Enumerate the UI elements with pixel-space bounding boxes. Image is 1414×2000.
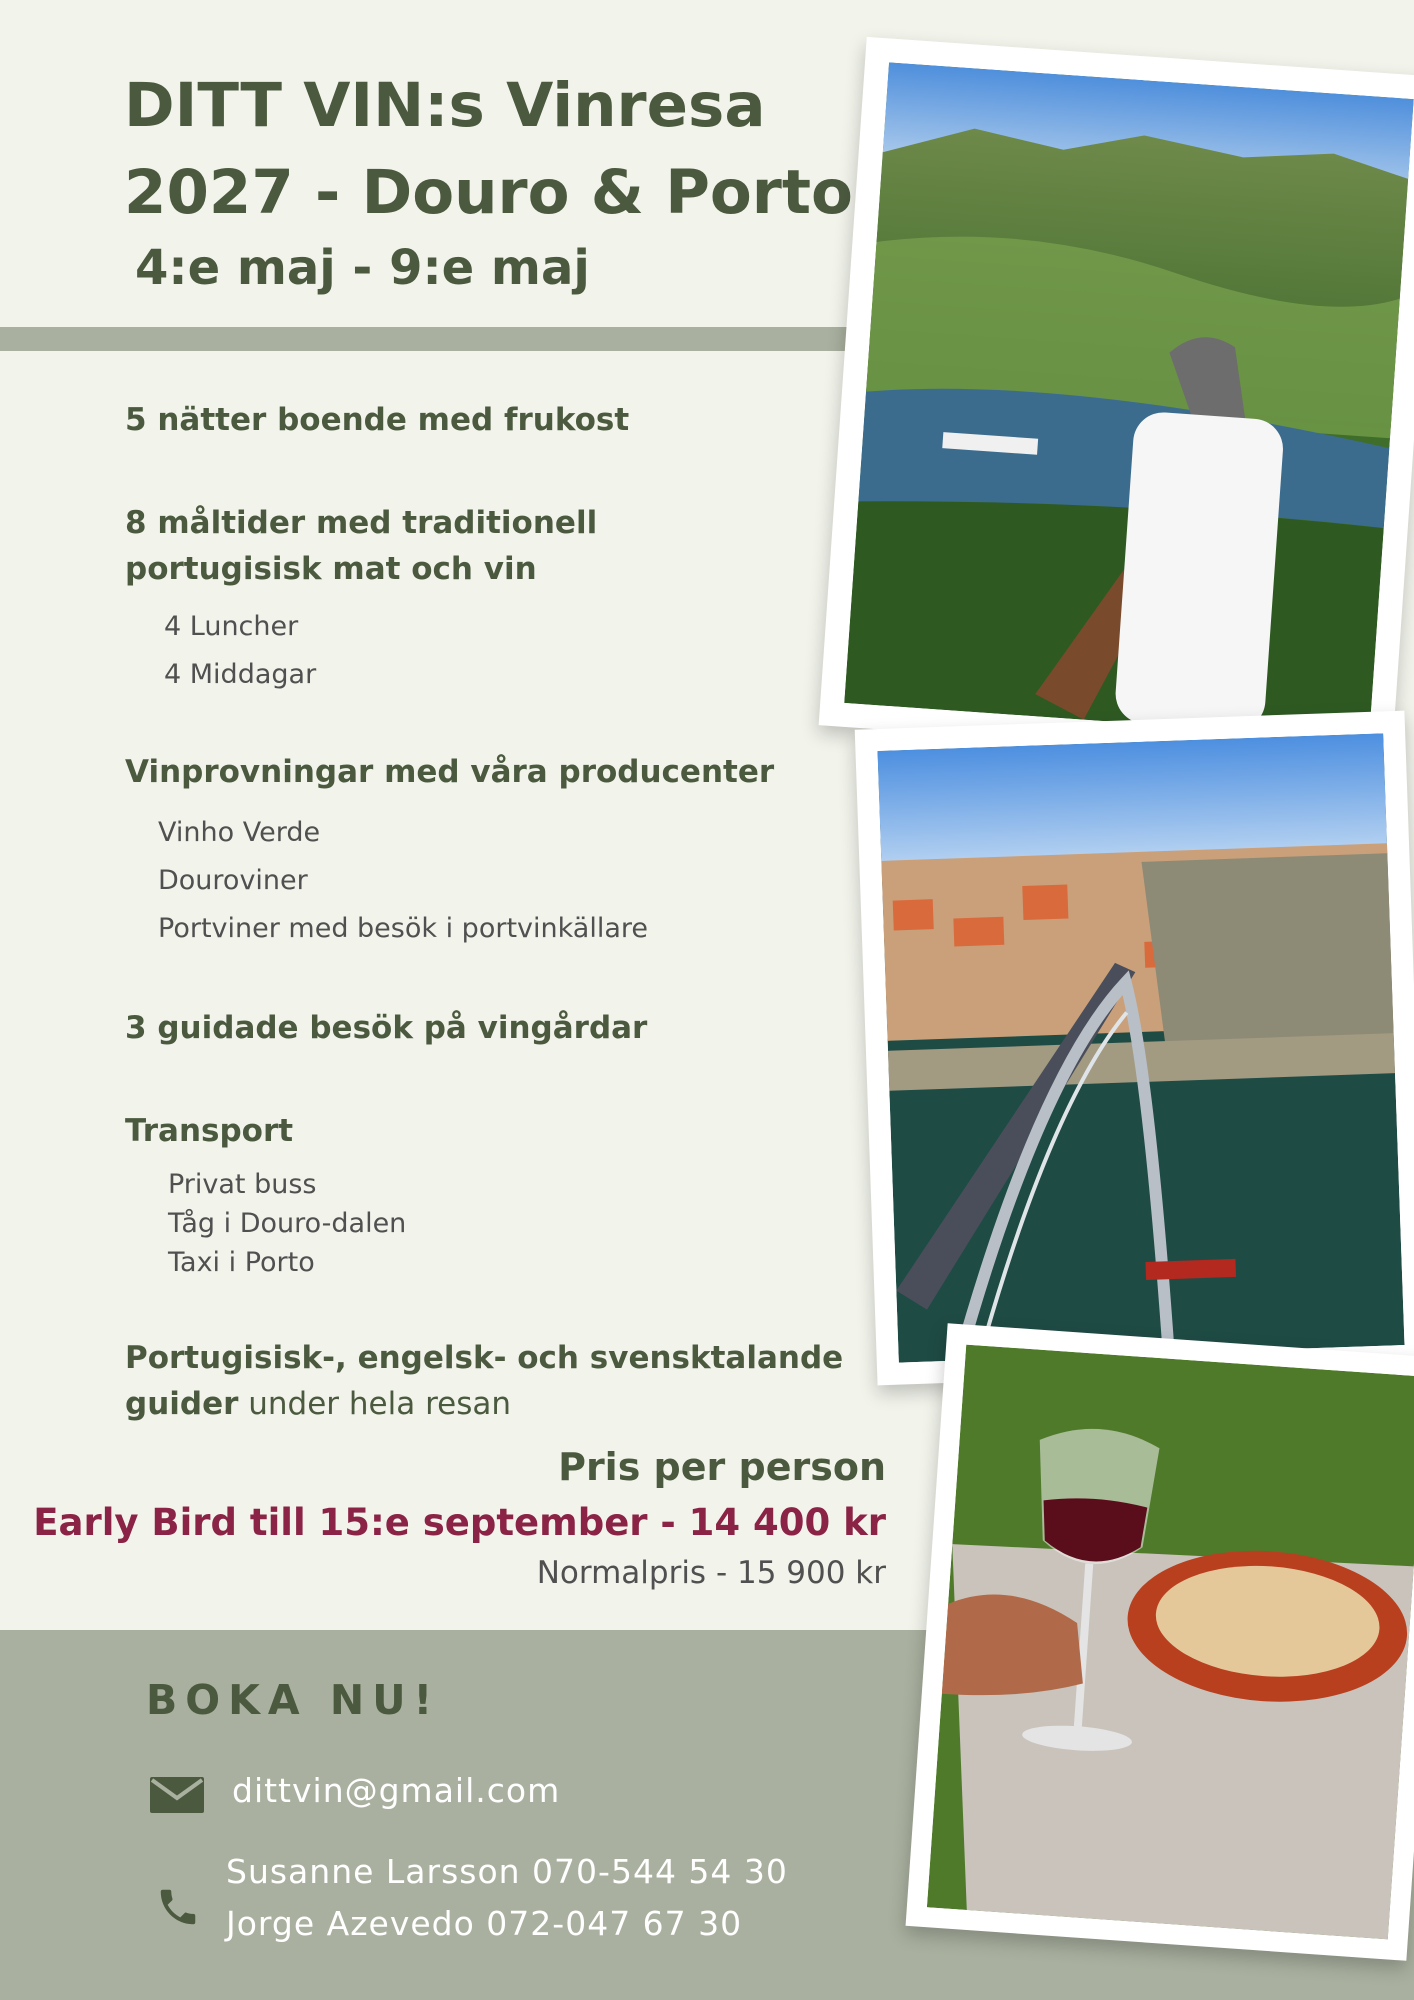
transport-title: Transport [125,1113,294,1149]
photo-porto-bridge [855,711,1414,1386]
tasting-portviner: Portviner med besök i portvinkällare [158,913,648,944]
phone-susanne[interactable]: Susanne Larsson 070-544 54 30 [226,1852,788,1891]
photo-douro-valley [819,37,1414,765]
transport-bus: Privat buss [168,1169,317,1200]
vineyard-visits: 3 guidade besök på vingårdar [125,1010,648,1046]
guides-normal: under hela resan [238,1386,512,1422]
phone-icon [155,1884,201,1930]
lodging-item: 5 nätter boende med frukost [125,402,630,438]
meals-lunches: 4 Luncher [164,611,299,642]
booking-title: BOKA NU! [146,1676,441,1724]
tasting-vinho-verde: Vinho Verde [158,817,321,848]
transport-taxi: Taxi i Porto [168,1247,315,1278]
normal-price: Normalpris - 15 900 kr [536,1555,886,1591]
page-title: DITT VIN:s Vinresa 2027 - Douro & Porto [124,70,853,228]
header-divider [0,327,875,351]
early-bird-price: Early Bird till 15:e september - 14 400 kr [33,1501,886,1544]
photo-wine-snacks [906,1323,1414,1961]
meals-title: 8 måltider med traditionell portugisisk mat och vin [125,505,598,587]
transport-train: Tåg i Douro-dalen [168,1208,407,1239]
tasting-douroviner: Douroviner [158,865,308,896]
guides-line [125,1335,925,1427]
trip-dates: 4:e maj - 9:e maj [135,240,590,296]
tastings-title: Vinprovningar med våra producenter [125,754,775,790]
guides-bold: Portugisisk-, engelsk- och svensktalande guider [125,1340,844,1422]
email-link[interactable]: dittvin@gmail.com [232,1771,561,1810]
meals-dinners: 4 Middagar [164,659,317,690]
price-title: Pris per person [558,1445,886,1489]
mail-icon [150,1777,204,1813]
phone-jorge[interactable]: Jorge Azevedo 072-047 67 30 [226,1904,743,1943]
